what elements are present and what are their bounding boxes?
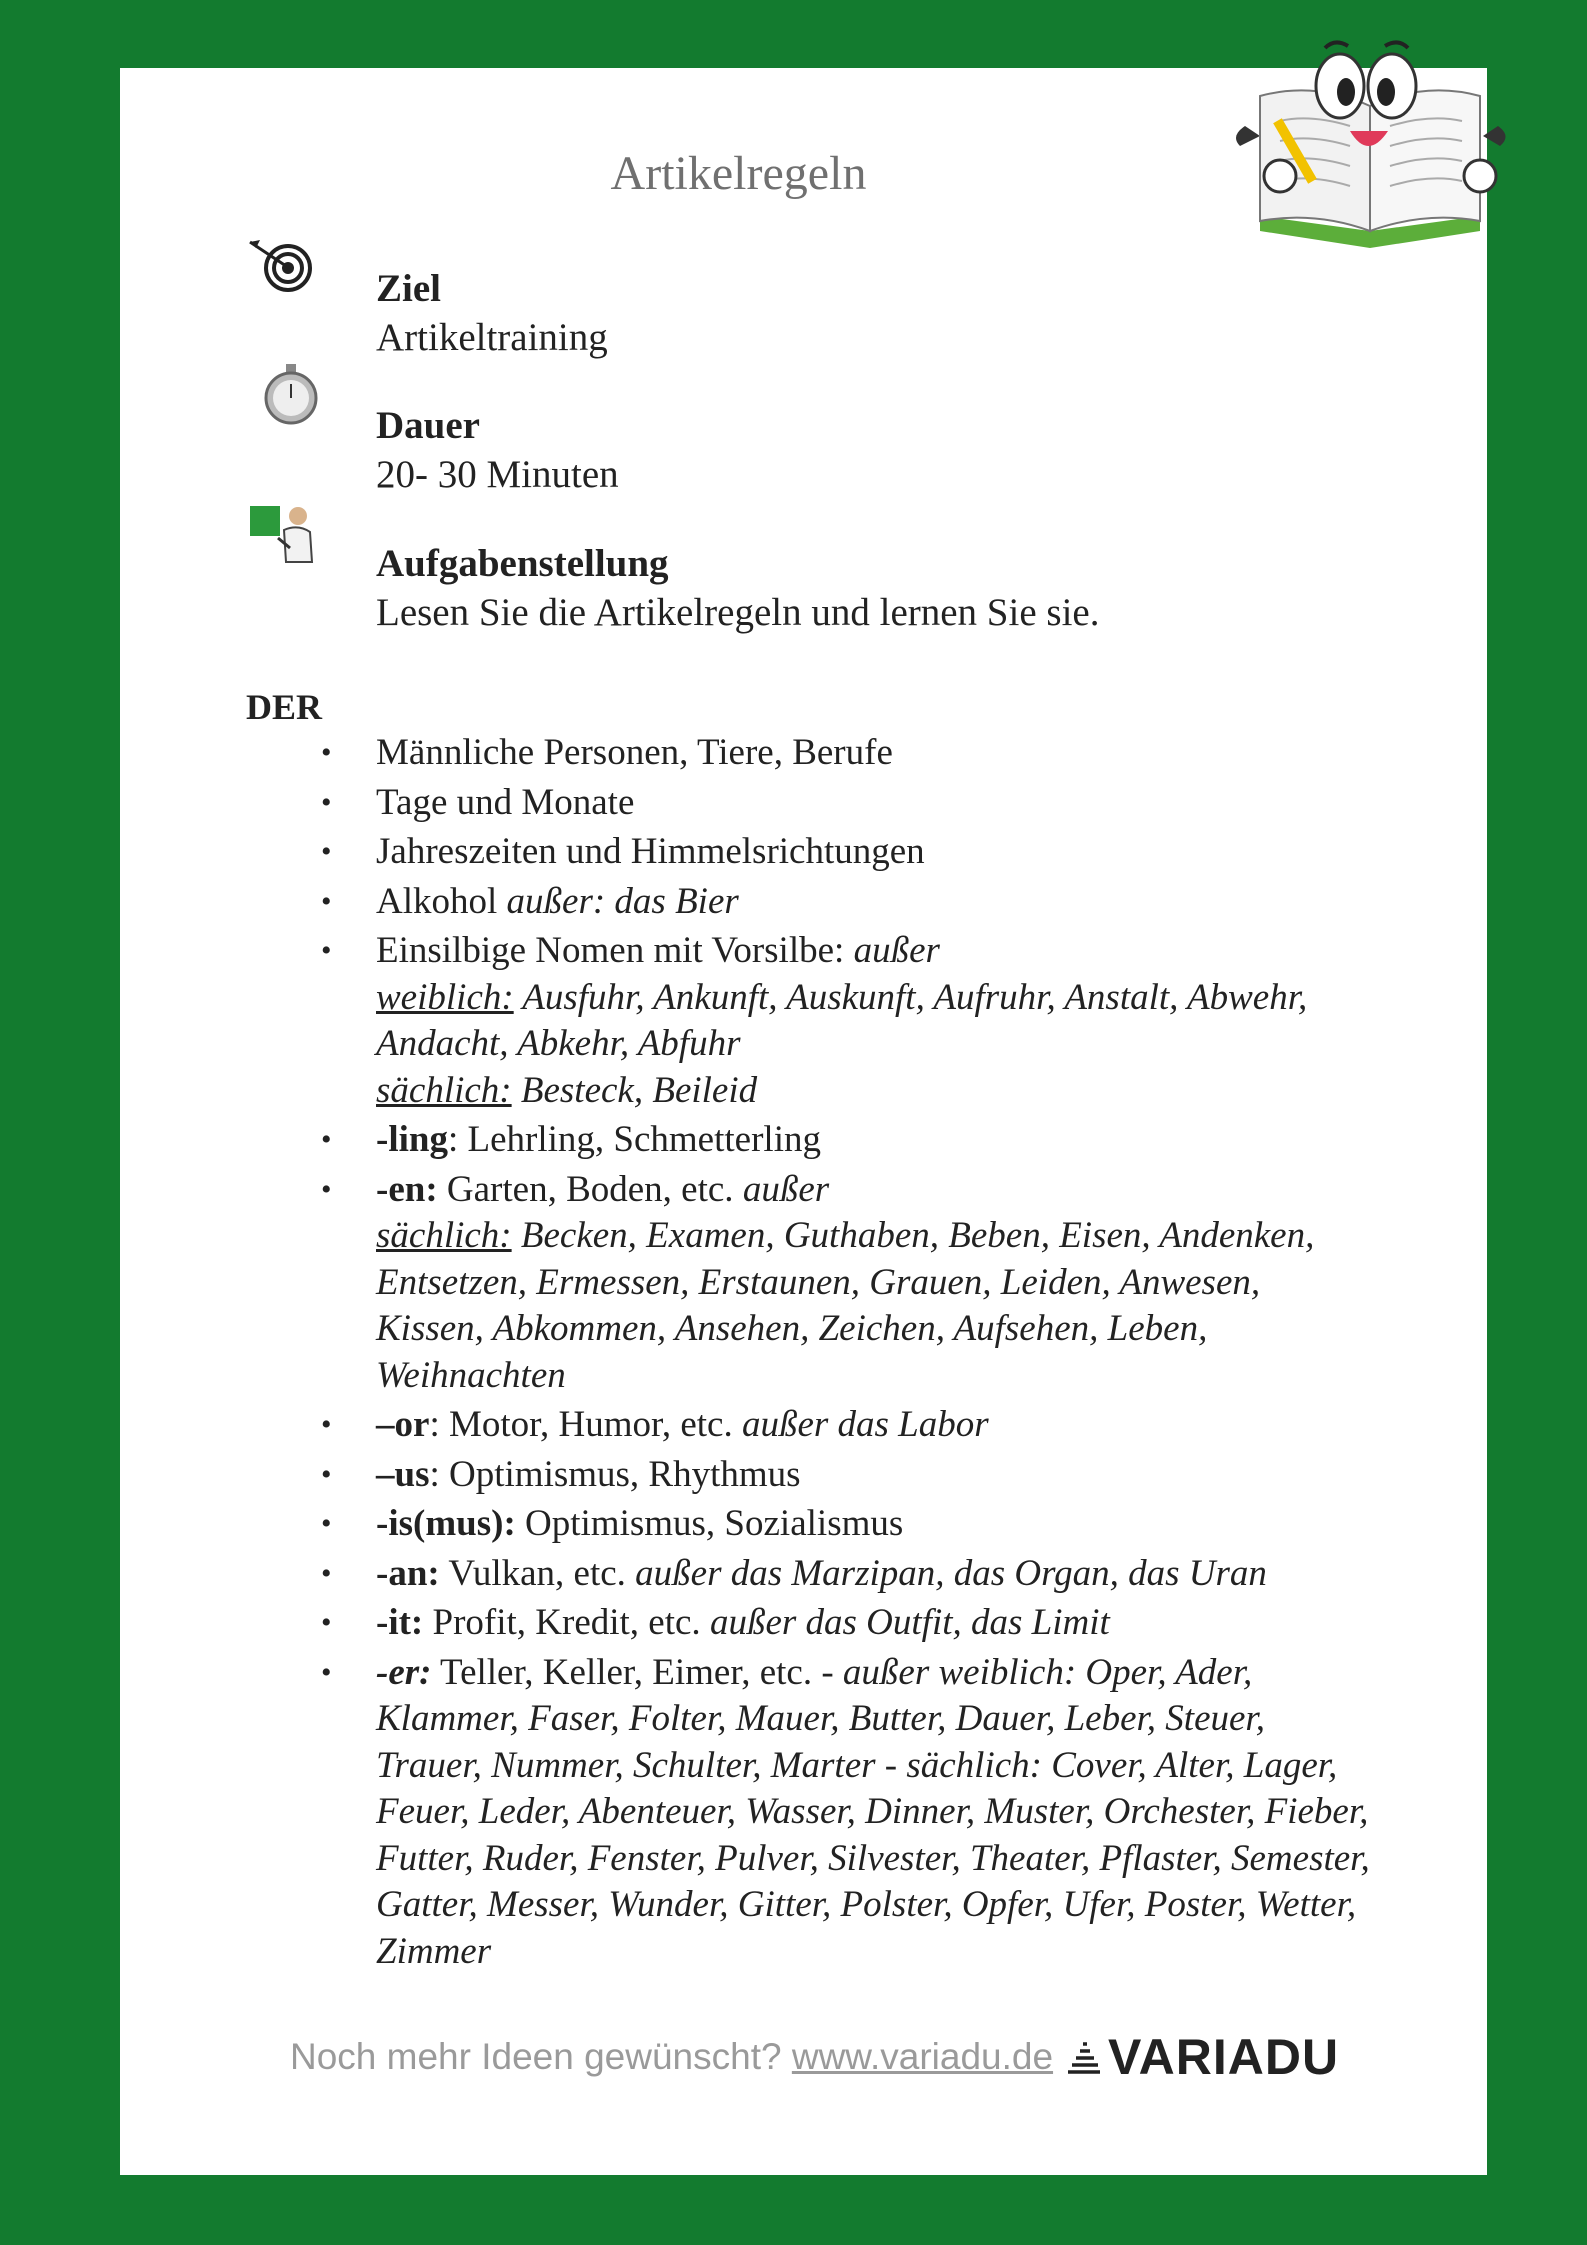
list-item (321, 780, 1376, 827)
rule-exception: außer (742, 1168, 830, 1210)
der-rules-list (321, 730, 1376, 1978)
rule-text: Profit, Kredit, etc. (423, 1602, 710, 1643)
bullet: • (321, 884, 332, 918)
bullet: • (321, 1408, 332, 1441)
section-ziel (376, 264, 608, 362)
list-item (321, 1452, 1376, 1499)
rule-text: Tage und Monate (376, 781, 635, 823)
gender-label: sächlich: (376, 1215, 512, 1256)
section-heading: Aufgabenstellung (376, 542, 669, 585)
list-item (321, 928, 1376, 1114)
rule-text: Optimismus, Sozialismus (515, 1503, 904, 1544)
bullet: • (321, 1507, 332, 1540)
rule-text: : Lehrling, Schmetterling (447, 1119, 821, 1160)
suffix: -is(mus): (376, 1503, 516, 1544)
footer (290, 2036, 1053, 2078)
list-item (321, 1117, 1376, 1164)
rule-text: Alkohol (376, 880, 507, 922)
bullet: • (321, 736, 332, 769)
rule-text: : Motor, Humor, etc. (429, 1404, 742, 1445)
target-dart-icon (248, 236, 314, 296)
footer-text: Noch mehr Ideen gewünscht? (290, 2036, 792, 2077)
section-heading: Dauer (376, 404, 480, 447)
rule-exception: Becken, Examen, Guthaben, Beben, Eisen, Andenken, Entsetzen, Ermessen, Erstaunen, Grauen, Leiden, Anwesen, Kissen, Abkommen, Ansehen, Zeichen, Aufsehen, Leben, Weihnachten (376, 1215, 1315, 1396)
suffix: -it: (376, 1602, 424, 1643)
section-heading: Ziel (376, 267, 441, 310)
rule-exception: außer das Marzipan, das Organ, das Uran (635, 1552, 1267, 1594)
gender-label: weiblich: (376, 976, 514, 1018)
rule-text: Jahreszeiten und Himmelsrichtungen (376, 831, 925, 872)
rule-exception: außer weiblich: Oper, Ader, Klammer, Faser, Folter, Mauer, Butter, Dauer, Leber, Steuer, Trauer, Nummer, Schulter, Marter - sächlich: Cover, Alter, Lager, Feuer, Leder, Abenteuer, Wasser, Dinner, Muster, Orchester, Fieber, Futter, Ruder, Fenster, Pulver, Silvester, Theater, Pflaster, Semester, Gatter, Messer, Wunder, Gitter, Polster, Opfer, Ufer, Poster, Wetter, Zimmer (376, 1651, 1370, 1972)
bullet: • (321, 1655, 332, 1689)
list-item (321, 879, 1376, 926)
bullet: • (321, 1172, 332, 1206)
website-link[interactable]: www.variadu.de (791, 2036, 1054, 2077)
rule-text: Garten, Boden, etc. (437, 1168, 743, 1210)
section-dauer (376, 401, 619, 499)
section-aufgabenstellung (376, 539, 1099, 637)
bullet: • (321, 1556, 332, 1590)
brand-name: VARIADU (1108, 2029, 1340, 2085)
list-item (321, 1650, 1376, 1976)
bullet: • (321, 1606, 332, 1639)
rule-exception: außer (853, 930, 940, 971)
rule-exception: Besteck, Beileid (511, 1069, 758, 1111)
bullet: • (321, 1457, 332, 1491)
bullet: • (321, 934, 332, 967)
list-item (321, 1501, 1376, 1548)
list-item (321, 1167, 1376, 1400)
rule-exception: außer das Outfit, das Limit (709, 1602, 1110, 1643)
section-text: Artikeltraining (376, 316, 608, 359)
brand-lines-icon (1064, 2040, 1104, 2078)
list-item (321, 730, 1376, 777)
suffix: -ling (376, 1119, 448, 1160)
rule-text: Männliche Personen, Tiere, Berufe (376, 732, 893, 773)
rule-text: Teller, Keller, Eimer, etc. - (431, 1651, 843, 1693)
rule-exception: außer: das Bier (506, 880, 739, 922)
der-heading: DER (246, 687, 323, 727)
list-item (321, 829, 1376, 876)
brand-logo (1064, 2028, 1339, 2086)
suffix: -an: (376, 1552, 440, 1594)
list-item (321, 1600, 1376, 1647)
suffix: –us (376, 1453, 430, 1495)
list-item (321, 1402, 1376, 1449)
bullet: • (321, 1123, 332, 1156)
rule-text: Vulkan, etc. (439, 1552, 636, 1594)
section-text: 20- 30 Minuten (376, 453, 619, 496)
rule-text: Einsilbige Nomen mit Vorsilbe: (376, 930, 854, 971)
suffix: -er: (376, 1651, 432, 1693)
page-title: Artikelregeln (610, 147, 867, 200)
gender-label: sächlich: (376, 1069, 512, 1111)
bullet: • (321, 835, 332, 868)
rule-exception: außer das Labor (741, 1404, 989, 1445)
section-text: Lesen Sie die Artikelregeln und lernen Sie sie. (376, 591, 1100, 634)
rule-exception: Ausfuhr, Ankunft, Auskunft, Aufruhr, Anstalt, Abwehr, Andacht, Abkehr, Abfuhr (376, 976, 1308, 1064)
suffix: –or (376, 1404, 430, 1445)
rule-text: : Optimismus, Rhythmus (429, 1453, 801, 1495)
list-item (321, 1551, 1376, 1598)
worksheet-page (120, 68, 1487, 2175)
bullet: • (321, 785, 332, 819)
teacher-board-icon (248, 504, 318, 566)
stopwatch-icon (262, 362, 320, 426)
suffix: -en: (376, 1168, 438, 1210)
